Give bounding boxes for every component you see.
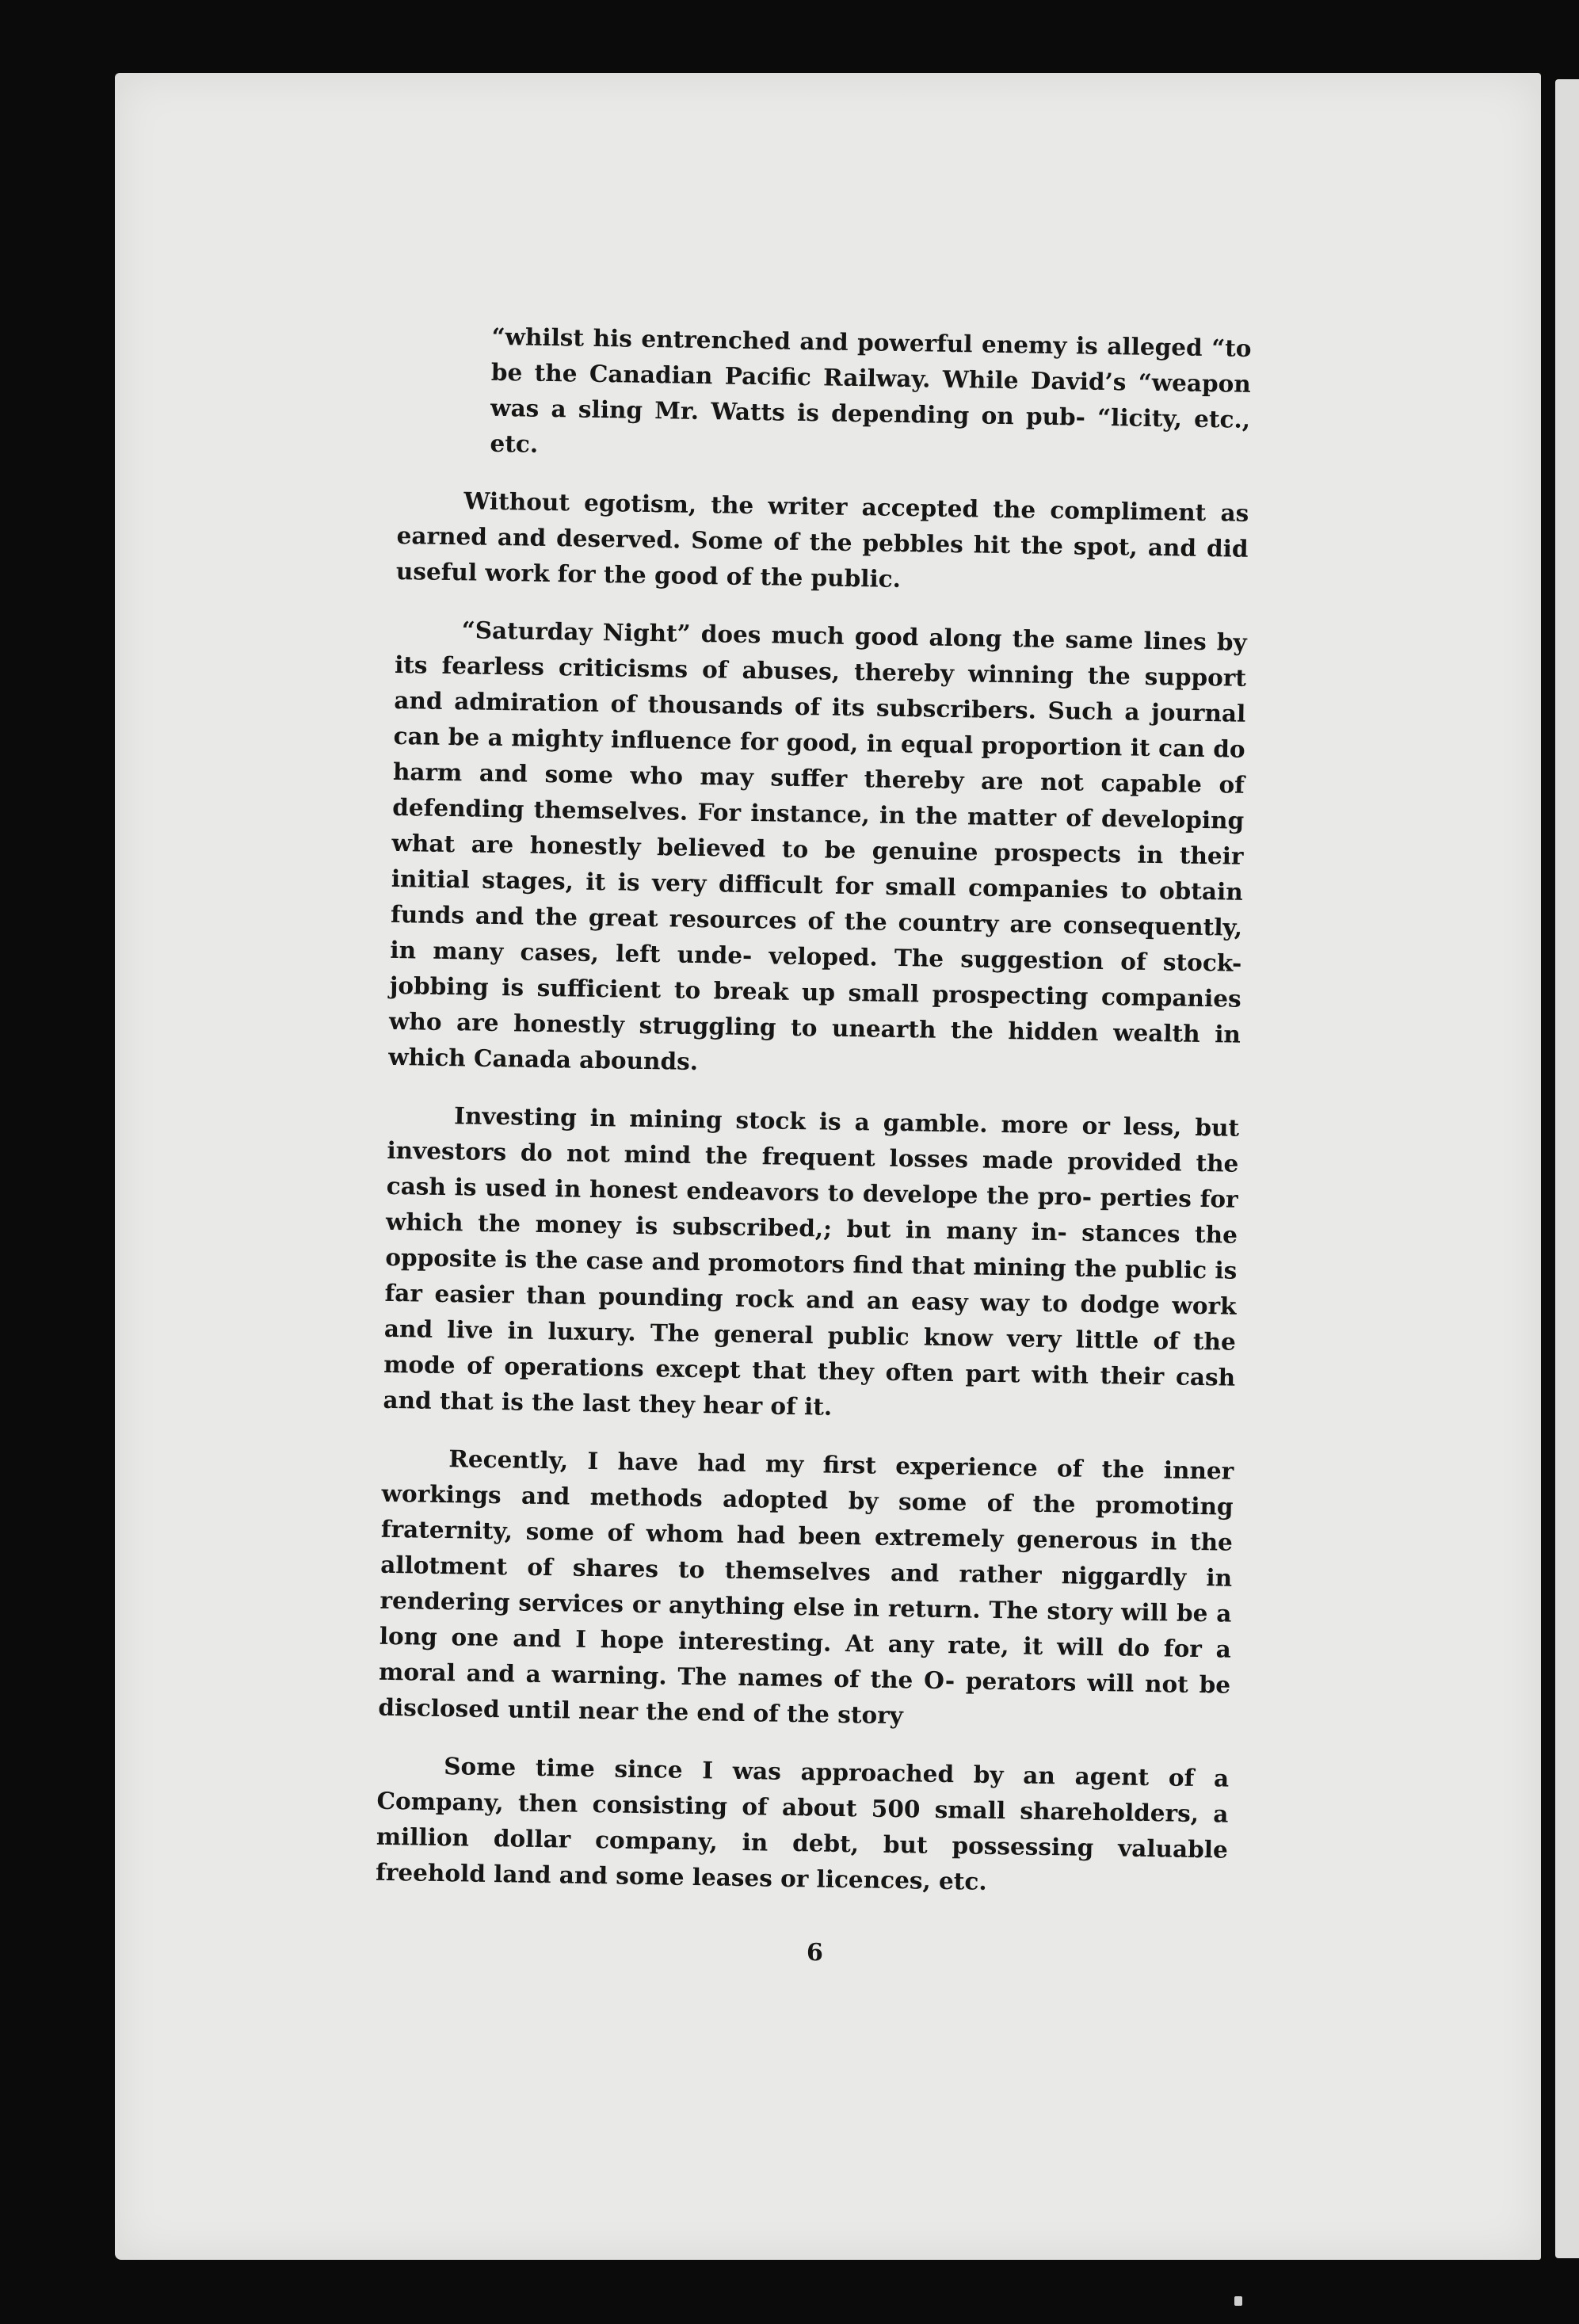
- body-text: [375, 317, 1251, 1925]
- paragraph-recently: Recently, I have had my first experience of the inner workings and methods adopted by some of the promoting fraternity, some of whom had been extremely generous in the allotment of shares to themselves and rather niggardly in rendering services or anything else in return. The story will be a long one and I hope interesting. At any rate, it will do for a moral and a warning. The names of the O- perators will not be disclosed until near the end of the story: [378, 1444, 1234, 1730]
- adjacent-page-edge: [1555, 79, 1579, 2258]
- paragraph-saturday-night: “Saturday Night” does much good along the same lines by its fearless criticisms of abuses, thereby winning the support and admiration of thousands of its subscribers. Such a journal can be a mighty influence for good, in equal proportion it can do harm and some who may suffer thereby are not capable of defending themselves. For instance, in the matter of developing what are honestly believed to be genuine prospects in their initial stages, it is very difficult for small companies to obtain funds and the great resources of the country are consequently, in many cases, left unde- veloped. The suggestion of stock-jobbing is sufficient to break up small prospecting companies who are honestly struggling to unearth the hidden wealth in which Canada abounds.: [388, 616, 1247, 1076]
- paragraph-some-time-since: Some time since I was approached by an agent of a Company, then consisting of about 500 small shareholders, a million dollar company, in debt, but possessing valuable freehold land and some leases or licences, etc.: [375, 1752, 1230, 1895]
- paragraph-mining-stock: Investing in mining stock is a gamble. more or less, but investors do not mind the frequent losses made provided the cash is used in honest endeavors to develope the pro- perties for which the money is subscribed,; but in many in- stances the opposite is the case and promotors find that mining the public is far easier than pounding rock and an easy way to dodge work and live in luxury. The general public know very little of the mode of operations except that they often part with their cash and that is the last they hear of it.: [383, 1101, 1240, 1421]
- paragraph-egotism: Without egotism, the writer accepted the compliment as earned and deserved. Some of the pebbles hit the spot, and did useful work for the good of the public.: [395, 487, 1249, 593]
- page-number: 6: [807, 1939, 823, 1967]
- paragraph-quote-continuation: “whilst his entrenched and powerful enemy is alleged “to be the Canadian Pacific Railway. While David’s “weapon was a sling Mr. Watts is depending on pub- “licity, etc., etc.: [490, 322, 1252, 458]
- scan-artifact: [1234, 2296, 1242, 2306]
